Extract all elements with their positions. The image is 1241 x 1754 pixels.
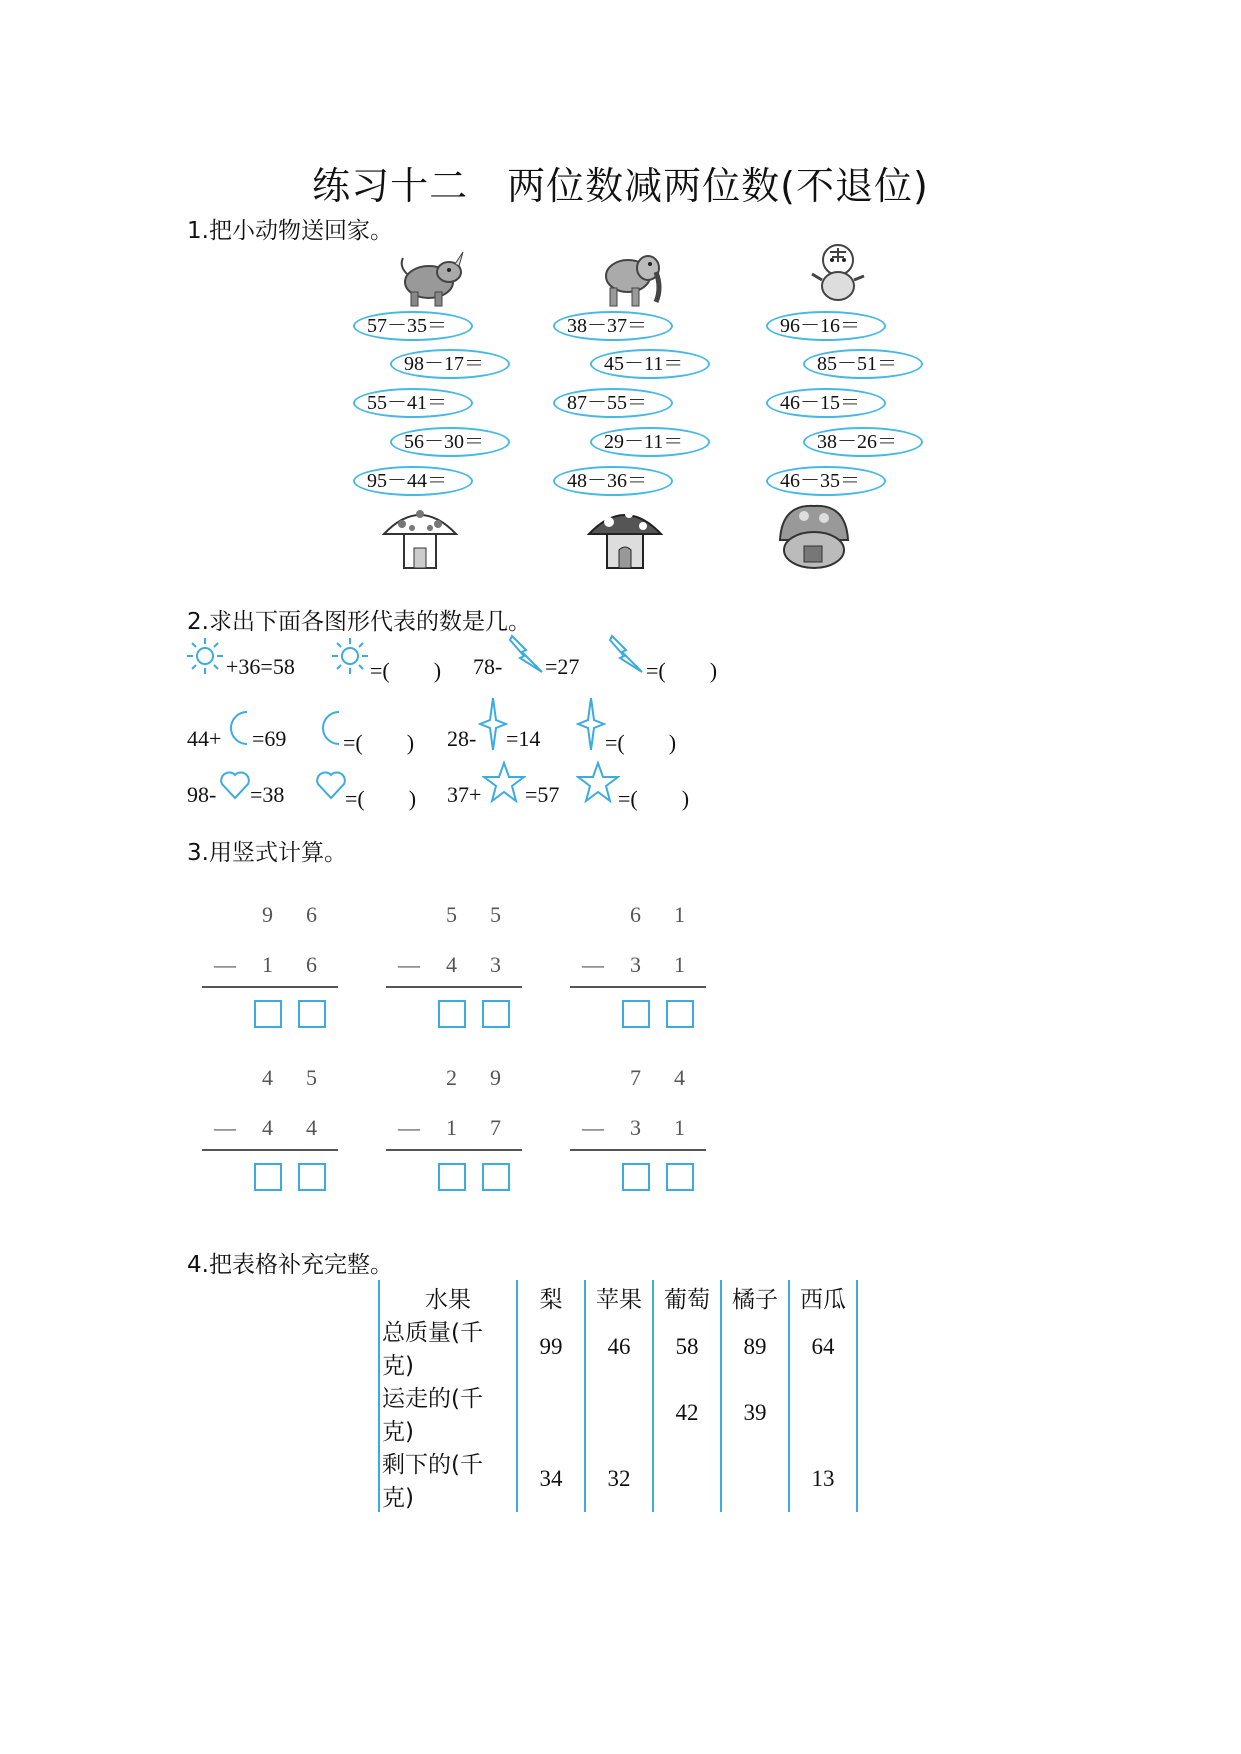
answer-box[interactable] [298, 1000, 326, 1028]
answer-box[interactable] [254, 1000, 282, 1028]
equation-oval[interactable]: 38－26＝ [803, 427, 923, 457]
section4-heading: 4.把表格补充完整。 [187, 1252, 393, 1278]
table-cell: 58 [653, 1314, 721, 1380]
fruit-table [378, 1280, 858, 1512]
minus-sign: — [398, 1115, 420, 1140]
table-row [379, 1380, 857, 1446]
digit: 1 [674, 952, 685, 977]
section1-heading: 1.把小动物送回家。 [187, 218, 393, 244]
divider [386, 986, 522, 988]
sparkle-star-icon [576, 696, 606, 752]
divider [386, 1149, 522, 1151]
equation-oval[interactable]: 38－37＝ [553, 311, 673, 341]
divider [202, 1149, 338, 1151]
digit: 5 [306, 1065, 317, 1090]
equation-oval[interactable]: 85－51＝ [803, 349, 923, 379]
digit: 4 [306, 1115, 317, 1140]
digit: 4 [446, 952, 457, 977]
vertical-calc [386, 902, 526, 1032]
digit: 9 [262, 902, 273, 927]
lightning-icon [606, 632, 646, 676]
divider [202, 986, 338, 988]
equation-oval[interactable]: 55－41＝ [353, 388, 473, 418]
vertical-calc [202, 1065, 342, 1195]
equation-prefix: 28- [447, 726, 477, 751]
table-header-cell: 橘子 [721, 1280, 789, 1314]
star-icon [482, 760, 526, 804]
table-cell: 64 [789, 1314, 857, 1380]
equation-prefix: 37+ [447, 782, 482, 807]
equation-oval[interactable]: 95－44＝ [353, 466, 473, 496]
table-cell-blank[interactable] [517, 1380, 585, 1446]
equation-oval[interactable]: 48－36＝ [553, 466, 673, 496]
sun-icon [330, 636, 370, 676]
digit: 7 [490, 1115, 501, 1140]
minus-sign: — [582, 1115, 604, 1140]
digit: 4 [262, 1115, 273, 1140]
answer-blank[interactable]: =( ) [370, 658, 442, 683]
answer-blank[interactable]: =( ) [618, 786, 690, 811]
digit: 1 [674, 1115, 685, 1140]
answer-blank[interactable]: =( ) [646, 658, 718, 683]
digit: 6 [630, 902, 641, 927]
digit: 9 [490, 1065, 501, 1090]
equation-oval[interactable]: 98－17＝ [390, 349, 510, 379]
digit: 1 [674, 902, 685, 927]
equation-text: =27 [545, 654, 580, 679]
digit: 3 [630, 952, 641, 977]
sun-icon [185, 636, 225, 676]
answer-box[interactable] [438, 1000, 466, 1028]
digit: 3 [630, 1115, 641, 1140]
elephant-image [598, 244, 664, 310]
star-icon [576, 760, 620, 804]
mushroom-house-white-image[interactable] [380, 500, 460, 572]
table-cell: 99 [517, 1314, 585, 1380]
digit: 2 [446, 1065, 457, 1090]
table-row [379, 1314, 857, 1380]
equation-prefix: 78- [473, 654, 503, 679]
table-cell: 46 [585, 1314, 653, 1380]
digit: 6 [306, 902, 317, 927]
moon-icon [223, 708, 255, 748]
table-row [379, 1446, 857, 1512]
heart-icon [218, 768, 252, 802]
digit: 1 [262, 952, 273, 977]
tiger-image [808, 240, 868, 306]
row-label: 总质量(千克) [379, 1314, 517, 1380]
answer-box[interactable] [482, 1163, 510, 1191]
table-cell-blank[interactable] [653, 1446, 721, 1512]
equation-prefix: 98- [187, 782, 217, 807]
equation-oval[interactable]: 46－15＝ [766, 388, 886, 418]
lightning-icon [506, 632, 546, 676]
equation-oval[interactable]: 56－30＝ [390, 427, 510, 457]
minus-sign: — [398, 952, 420, 977]
mushroom-house-dark-image[interactable] [585, 500, 665, 572]
table-cell-blank[interactable] [721, 1446, 789, 1512]
row-label: 运走的(千克) [379, 1380, 517, 1446]
digit: 4 [674, 1065, 685, 1090]
answer-box[interactable] [666, 1000, 694, 1028]
table-cell: 34 [517, 1446, 585, 1512]
table-cell-blank[interactable] [585, 1380, 653, 1446]
answer-blank[interactable]: =( ) [345, 786, 417, 811]
answer-box[interactable] [254, 1163, 282, 1191]
divider [570, 1149, 706, 1151]
vertical-calc [570, 902, 710, 1032]
table-header-cell: 水果 [379, 1280, 517, 1314]
table-header-row [379, 1280, 857, 1314]
equation-oval[interactable]: 57－35＝ [353, 311, 473, 341]
table-header-cell: 苹果 [585, 1280, 653, 1314]
digit: 3 [490, 952, 501, 977]
equation-text: +36=58 [226, 654, 295, 679]
vertical-calc [202, 902, 342, 1032]
heart-icon [314, 768, 348, 802]
mushroom-house-round-image[interactable] [774, 496, 854, 572]
vertical-calc [570, 1065, 710, 1195]
answer-box[interactable] [438, 1163, 466, 1191]
table-header-cell: 西瓜 [789, 1280, 857, 1314]
digit: 5 [490, 902, 501, 927]
digit: 5 [446, 902, 457, 927]
digit: 4 [262, 1065, 273, 1090]
minus-sign: — [214, 952, 236, 977]
minus-sign: — [582, 952, 604, 977]
minus-sign: — [214, 1115, 236, 1140]
vertical-calc [386, 1065, 526, 1195]
digit: 6 [306, 952, 317, 977]
divider [570, 986, 706, 988]
answer-box[interactable] [622, 1163, 650, 1191]
equation-oval[interactable]: 29－11＝ [590, 427, 710, 457]
table-cell-blank[interactable] [789, 1380, 857, 1446]
table-cell: 42 [653, 1380, 721, 1446]
equation-text: =69 [252, 726, 287, 751]
equation-oval[interactable]: 45－11＝ [590, 349, 710, 379]
answer-box[interactable] [298, 1163, 326, 1191]
rhino-image [393, 244, 465, 310]
digit: 1 [446, 1115, 457, 1140]
table-cell: 13 [789, 1446, 857, 1512]
answer-box[interactable] [666, 1163, 694, 1191]
digit: 7 [630, 1065, 641, 1090]
equation-text: =57 [525, 782, 560, 807]
table-cell: 89 [721, 1314, 789, 1380]
table-header-cell: 梨 [517, 1280, 585, 1314]
answer-blank[interactable]: =( ) [343, 730, 415, 755]
table-cell: 32 [585, 1446, 653, 1512]
equation-text: =14 [506, 726, 541, 751]
section3-heading: 3.用竖式计算。 [187, 840, 347, 866]
section2-heading: 2.求出下面各图形代表的数是几。 [187, 609, 531, 635]
page-title: 练习十二 两位数减两位数(不退位) [312, 164, 929, 208]
answer-box[interactable] [622, 1000, 650, 1028]
row-label: 剩下的(千克) [379, 1446, 517, 1512]
equation-oval[interactable]: 46－35＝ [766, 466, 886, 496]
sparkle-star-icon [478, 696, 508, 752]
table-cell: 39 [721, 1380, 789, 1446]
equation-prefix: 44+ [187, 726, 222, 751]
answer-box[interactable] [482, 1000, 510, 1028]
equation-oval[interactable]: 87－55＝ [553, 388, 673, 418]
equation-oval[interactable]: 96－16＝ [766, 311, 886, 341]
answer-blank[interactable]: =( ) [605, 730, 677, 755]
table-header-cell: 葡萄 [653, 1280, 721, 1314]
equation-text: =38 [250, 782, 285, 807]
